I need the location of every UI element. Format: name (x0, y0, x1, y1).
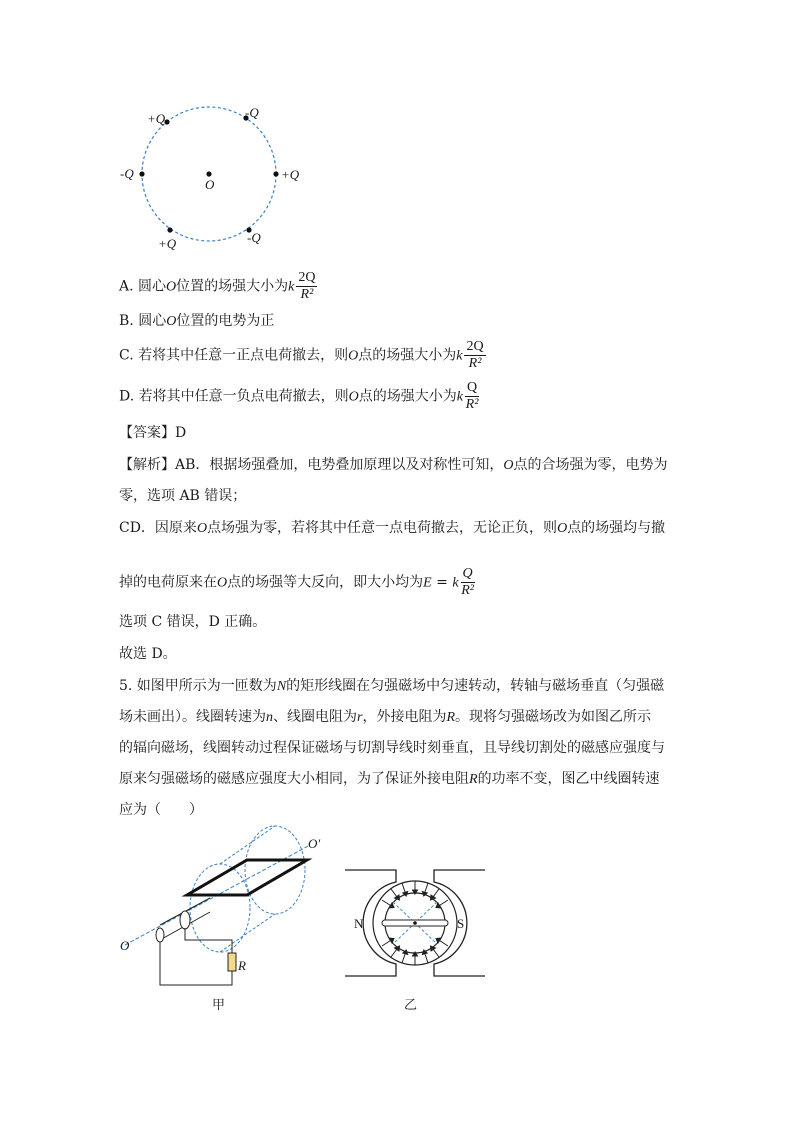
center-dot (206, 171, 211, 176)
analysis-text: CD．因原来 (119, 520, 197, 536)
var-r-ext: R (446, 710, 456, 725)
option-d (119, 380, 479, 413)
analysis-text: AB．根据场强叠加，电势叠加原理以及对称性可知， (175, 457, 504, 473)
analysis-text: 点的场强等大反向，即大小均为 (227, 574, 424, 591)
charge-label: -Q (120, 166, 134, 181)
rotation-center (413, 921, 417, 925)
q5-line-5 (119, 800, 203, 820)
fraction (465, 380, 479, 413)
var-o: O (348, 348, 359, 364)
slip-ring (156, 928, 164, 942)
answer-label: 【答案】 (119, 425, 175, 441)
caption-yi: 乙 (404, 997, 418, 1012)
analysis-line-3 (119, 518, 665, 539)
analysis-line-1 (119, 455, 668, 476)
var-o: O (557, 521, 568, 536)
analysis-label: 【解析】 (119, 457, 175, 473)
option-d-mid: 点的场强大小为 (358, 388, 457, 405)
fraction (464, 339, 485, 372)
resistor-r (228, 953, 236, 971)
pole-label-s: S (457, 916, 465, 931)
option-b-prefix: B. 圆心 (119, 313, 167, 329)
fraction-num: 2Q (466, 339, 484, 354)
q5-line-3 (119, 738, 665, 758)
var-n-speed: n (266, 710, 273, 725)
caption-jia: 甲 (212, 997, 226, 1012)
analysis-text: 零，选项 AB 错误； (119, 488, 247, 504)
analysis-text: 点的合场强为零，电势为 (513, 457, 668, 473)
option-a-prefix: A. 圆心 (119, 278, 167, 295)
charge-dot (167, 227, 172, 232)
var-o: O (503, 458, 514, 473)
option-c-prefix: C. 若将其中任意一正点电荷撤去，则 (119, 347, 349, 364)
option-c (119, 339, 486, 372)
option-b (119, 311, 274, 332)
q5-text: 的功率不变，图乙中线圈转速 (477, 771, 660, 787)
var-o: O (166, 279, 177, 295)
analysis-line-6 (119, 644, 177, 664)
fraction (296, 270, 317, 303)
q5-text: 应为（ ） (119, 802, 203, 818)
var-k: k (456, 348, 463, 364)
q5-text: 的矩形线圈在匀强磁场中匀速转动，转轴与磁场垂直（匀强磁 (286, 678, 665, 694)
resistor-label: R (238, 958, 246, 973)
circuit-wire (185, 928, 232, 953)
cylinder-top-edge (220, 826, 275, 864)
option-b-suffix: 位置的电势为正 (176, 313, 275, 329)
axis-label-o: O (120, 938, 130, 953)
var-o: O (196, 521, 208, 536)
fraction-num: 2Q (298, 270, 316, 285)
fraction-den: R² (468, 356, 482, 371)
fraction-num: Q (462, 566, 473, 581)
fraction-den: R² (465, 397, 479, 412)
answer-value: D (175, 425, 187, 441)
q5-line-4 (119, 769, 660, 790)
q5-text: 5. 如图甲所示为一匝数为 (119, 678, 277, 694)
fraction-num: Q (466, 380, 478, 395)
var-e: E (423, 575, 432, 591)
var-r: r (357, 710, 363, 725)
cylinder-end-right (245, 826, 305, 914)
answer-line (119, 423, 186, 443)
var-n-turns: N (276, 679, 287, 694)
q5-line-1 (119, 676, 664, 697)
var-r-ext: R (469, 772, 478, 787)
analysis-line-4 (119, 566, 475, 599)
q5-text: 、线圈电阻为 (273, 709, 357, 725)
analysis-text: 故选 D。 (119, 646, 177, 662)
charge-dot (139, 171, 144, 176)
analysis-text: 点的场强均与撤 (567, 520, 666, 536)
option-d-prefix: D. 若将其中任意一负点电荷撤去，则 (119, 388, 349, 405)
var-k: k (452, 575, 459, 591)
q5-text: 的辐向磁场，线圈转动过程保证磁场与切割导线时刻垂直，且导线切割处的磁感应强度与 (119, 740, 665, 756)
fraction-den: R² (300, 287, 314, 302)
q5-text: 。现将匀强磁场改为如图乙所示 (455, 709, 652, 725)
option-c-mid: 点的场强大小为 (358, 347, 457, 364)
option-a (119, 270, 317, 303)
var-o: O (166, 314, 177, 329)
charge-dot (273, 171, 278, 176)
q5-text: ，外接电阻为 (362, 709, 447, 725)
analysis-line-5 (119, 612, 266, 632)
charge-label: +Q (147, 111, 166, 126)
charge-label: +Q (281, 167, 300, 182)
equals-sign: = (431, 574, 453, 591)
fraction-den: R² (461, 583, 474, 598)
cylinder-bottom-edge (220, 914, 275, 952)
var-o: O (348, 389, 359, 405)
coil-figure-jia (115, 820, 340, 995)
circuit-wire (160, 942, 232, 985)
var-o: O (217, 575, 228, 591)
option-a-mid: 位置的场强大小为 (176, 278, 289, 295)
analysis-text: 点场强为零，若将其中任意一点电荷撤去，无论正负，则 (207, 520, 558, 536)
var-k: k (456, 389, 463, 405)
charge-dot (164, 119, 169, 124)
slip-ring (180, 911, 190, 929)
charge-label: +Q (158, 236, 177, 251)
charge-label: -Q (245, 105, 259, 120)
axis-label-o-prime: O′ (308, 836, 321, 851)
analysis-line-2 (119, 486, 246, 506)
pole-label-n: N (354, 916, 364, 931)
center-label: O (205, 177, 215, 192)
var-k: k (288, 279, 295, 295)
fraction (461, 566, 475, 599)
analysis-text: 掉的电荷原来在 (119, 574, 217, 591)
charge-label: -Q (247, 230, 261, 245)
analysis-text: 选项 C 错误，D 正确。 (119, 614, 267, 630)
q5-line-2 (119, 707, 651, 728)
q5-text: 原来匀强磁场的磁感应强度大小相同，为了保证外接电阻 (119, 771, 469, 787)
q5-text: 场未画出）。线圈转速为 (119, 709, 266, 725)
